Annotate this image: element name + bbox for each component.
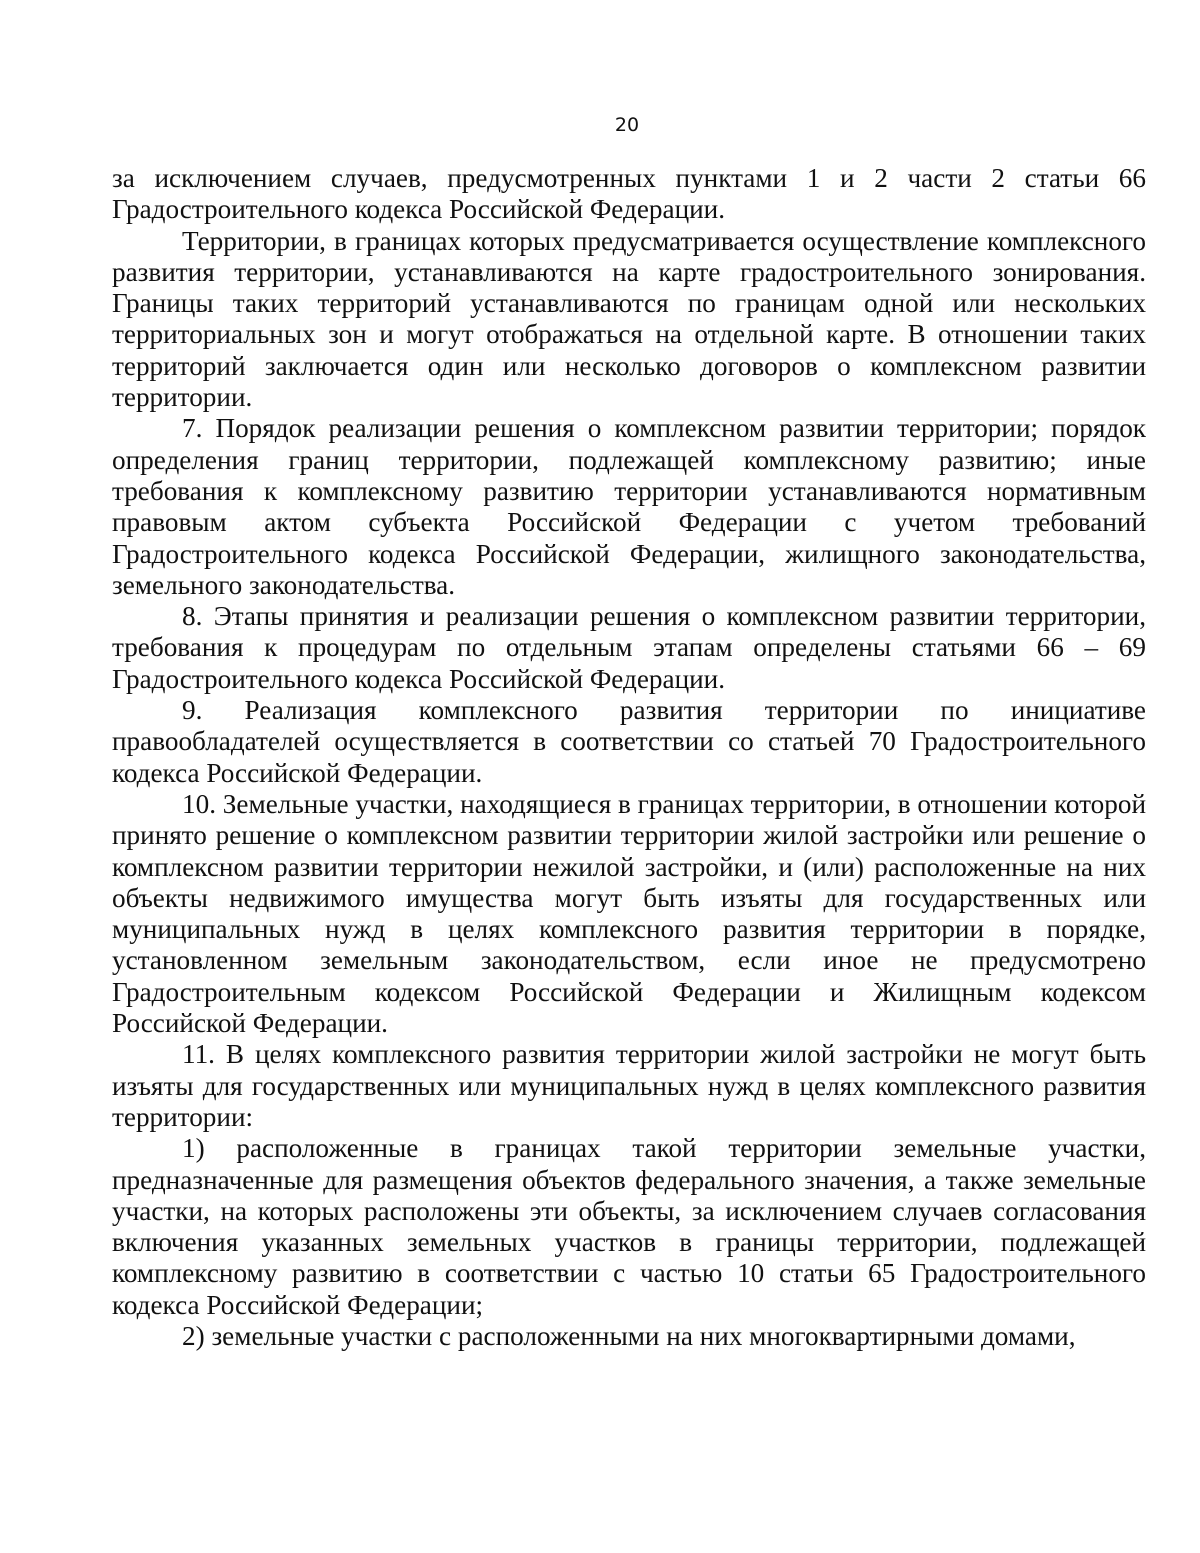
paragraph-item-9: 9. Реализация комплексного развития территории по инициативе правообладателей осуществляется в соответствии со статьей 70 Градостроительного кодекса Российской Федерации.	[112, 695, 1146, 788]
paragraph-continuation: за исключением случаев, предусмотренных пунктами 1 и 2 части 2 статьи 66 Градостроительного кодекса Российской Федерации.	[112, 163, 1146, 225]
page-number: 20	[614, 114, 640, 136]
paragraph-subitem-2: 2) земельные участки с расположенными на них многоквартирными домами,	[182, 1320, 1076, 1351]
paragraph-item-7: 7. Порядок реализации решения о комплексном развитии территории; порядок определения границ территории, подлежащей комплексному развитию; иные требования к комплексному развитию территории устанавливаются нормативным правовым актом субъекта Российской Федерации с учетом требований Градостроительного кодекса Российской Федерации, жилищного законодательства, земельного законодательства.	[112, 413, 1146, 600]
document-body	[112, 163, 1146, 1352]
paragraph-territories: Территории, в границах которых предусматривается осуществление комплексного развития территории, устанавливаются на карте градостроительного зонирования. Границы таких территорий устанавливаются по границам одной или нескольких территориальных зон и могут отображаться на отдельной карте. В отношении таких территорий заключается один или несколько договоров о комплексном развитии территории.	[112, 225, 1146, 413]
paragraph-item-8: 8. Этапы принятия и реализации решения о комплексном развитии территории, требования к процедурам по отдельным этапам определены статьями 66 – 69 Градостроительного кодекса Российской Федерации.	[112, 601, 1146, 694]
paragraph-item-10: 10. Земельные участки, находящиеся в границах территории, в отношении которой принято решение о комплексном развитии территории жилой застройки или решение о комплексном развитии территории нежилой застройки, и (или) расположенные на них объекты недвижимого имущества могут быть изъяты для государственных или муниципальных нужд в целях комплексного развития территории в порядке, установленном земельным законодательством, если иное не предусмотрено Градостроительным кодексом Российской Федерации и Жилищным кодексом Российской Федерации.	[112, 788, 1146, 1039]
paragraph-item-11: 11. В целях комплексного развития территории жилой застройки не могут быть изъяты для государственных или муниципальных нужд в целях комплексного развития территории:	[112, 1039, 1146, 1132]
paragraph-subitem-1: 1) расположенные в границах такой территории земельные участки, предназначенные для размещения объектов федерального значения, а также земельные участки, на которых расположены эти объекты, за исключением случаев согласования включения указанных земельных участков в границы территории, подлежащей комплексному развитию в соответствии с частью 10 статьи 65 Градостроительного кодекса Российской Федерации;	[112, 1133, 1146, 1320]
